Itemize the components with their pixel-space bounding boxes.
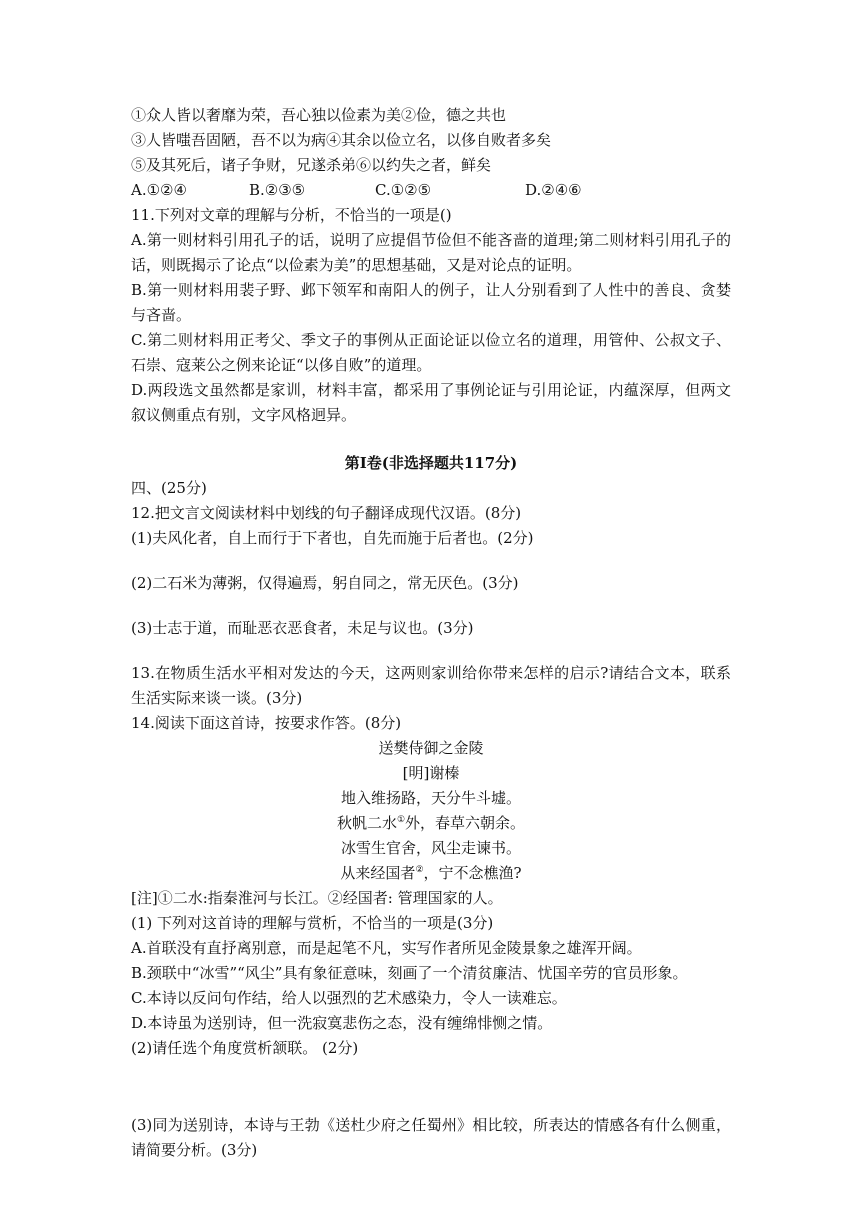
- poem-author: [明]谢榛: [402, 764, 460, 782]
- poem-line-1: 地入维扬路，天分牛斗墟。: [340, 789, 521, 807]
- q12-sentence-2: (2)二石米为薄粥，仅得遍焉，躬自同之，常无厌色。(3分): [131, 574, 519, 592]
- poem-note: [注]①二水:指秦淮河与长江。②经国者: 管理国家的人。: [131, 889, 503, 907]
- exam-page: [131, 103, 731, 1163]
- q10-option-b: B.②③⑤: [249, 181, 306, 199]
- q11-option-d: D.两段选文虽然都是家训，材料丰富，都采用了事例论证与引用论证，内蕴深厚，但两文叙议侧重点有别，文字风格迥异。: [131, 381, 731, 424]
- q13-stem: 13.在物质生活水平相对发达的今天，这两则家训给你带来怎样的启示?请结合文本，联系生活实际来谈一谈。(3分): [131, 664, 731, 707]
- poem-line-2-part-2: 外，春草六朝余。: [405, 814, 526, 832]
- poem-line-3: 冰雪生官舍，风尘走谏书。: [340, 839, 521, 857]
- q11-stem: 11.下列对文章的理解与分析，不恰当的一项是(): [131, 206, 452, 224]
- q11-option-a: A.第一则材料引用孔子的话，说明了应提倡节俭但不能吝啬的道理;第二则材料引用孔子的话，则既揭示了论点“以俭素为美”的思想基础，又是对论点的证明。: [131, 231, 731, 274]
- q14-option-a: A.首联没有直抒离别意，而是起笔不凡，实写作者所见金陵景象之雄浑开阔。: [131, 939, 642, 957]
- q14-stem: 14.阅读下面这首诗，按要求作答。(8分): [131, 714, 402, 732]
- q11-option-b: B.第一则材料用裴子野、邺下领军和南阳人的例子，让人分别看到了人性中的善良、贪婪与吝啬。: [131, 281, 731, 324]
- part-heading: 四、(25分): [131, 479, 207, 497]
- q14-option-b: B.颈联中“冰雪”“风尘”具有象征意味，刻画了一个清贫廉洁、忧国辛劳的官员形象。: [131, 964, 688, 982]
- poem-title: 送樊侍御之金陵: [378, 739, 484, 757]
- q10-options: [131, 178, 731, 203]
- q10-item-line-1: ①众人皆以奢靡为荣，吾心独以俭素为美②俭，德之共也: [131, 106, 507, 124]
- section-title: 第Ⅰ卷(非选择题共117分): [344, 454, 518, 472]
- poem-line-2: [131, 811, 731, 836]
- poem-line-4: [131, 861, 731, 886]
- q10-option-a: A.①②④: [131, 181, 187, 199]
- poem-line-2-part-1: 秋帆二水: [336, 814, 397, 832]
- q10-item-line-3: ⑤及其死后，诸子争财，兄遂杀弟⑥以约失之者，鲜矣: [131, 156, 492, 174]
- q10-option-c: C.①②⑤: [375, 181, 432, 199]
- q10-item-line-2: ③人皆嗤吾固陋，吾不以为病④其余以俭立名，以侈自败者多矣: [131, 131, 552, 149]
- footnote-mark-1: ①: [396, 815, 406, 825]
- q10-option-d: D.②④⑥: [525, 181, 582, 199]
- q14-option-c: C.本诗以反问句作结，给人以强烈的艺术感染力，令人一读难忘。: [131, 989, 567, 1007]
- footnote-mark-2: ②: [415, 865, 424, 875]
- q12-sentence-1: (1)夫风化者，自上而行于下者也，自先而施于后者也。(2分): [131, 529, 534, 547]
- q12-sentence-3: (3)士志于道，而耻恶衣恶食者，未足与议也。(3分): [131, 619, 474, 637]
- q12-stem: 12.把文言文阅读材料中划线的句子翻译成现代汉语。(8分): [131, 504, 522, 522]
- poem-line-4-part-2: ，宁不念樵渔?: [423, 864, 522, 882]
- poem-line-4-part-1: 从来经国者: [340, 864, 416, 882]
- q14-sub-1: (1) 下列对这首诗的理解与赏析，不恰当的一项是(3分): [131, 914, 494, 932]
- q14-sub-2: (2)请任选个角度赏析颔联。 (2分): [131, 1039, 359, 1057]
- q14-sub-3: (3)同为送别诗，本诗与王勃《送杜少府之任蜀州》相比较，所表达的情感各有什么侧重，请简要分析。(3分): [131, 1116, 731, 1159]
- q14-option-d: D.本诗虽为送别诗，但一洗寂寞悲伤之态，没有缠绵悱恻之情。: [131, 1014, 553, 1032]
- q11-option-c: C.第二则材料用正考父、季文子的事例从正面论证以俭立名的道理，用管仲、公叔文子、石崇、寇莱公之例来论证“以侈自败”的道理。: [131, 331, 731, 374]
